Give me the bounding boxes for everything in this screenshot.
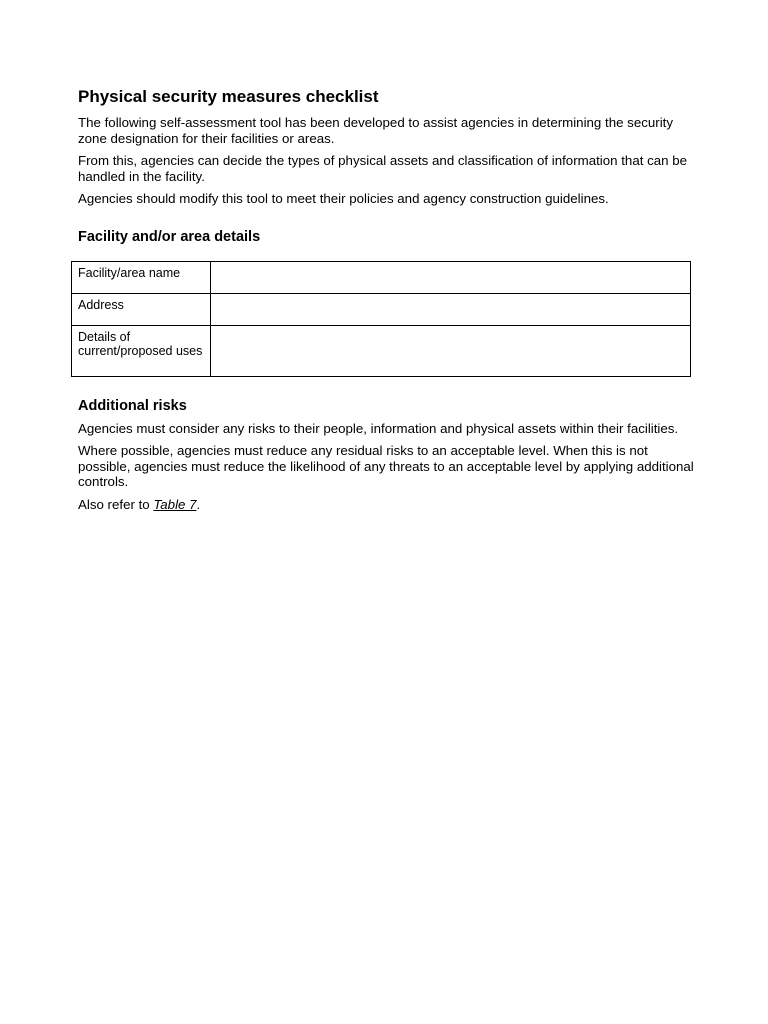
risks-paragraph-1: Agencies must consider any risks to their people, information and physical assets within their facilities. xyxy=(78,420,679,436)
uses-label: Details of current/proposed uses xyxy=(72,325,211,376)
page-title: Physical security measures checklist xyxy=(78,87,379,106)
intro-paragraph-2: From this, agencies can decide the types of physical assets and classification of information that can be handled in the facility. xyxy=(78,153,688,184)
table-row xyxy=(72,261,691,293)
facility-heading: Facility and/or area details xyxy=(78,228,261,245)
address-value[interactable] xyxy=(211,293,691,325)
intro-paragraph-1: The following self-assessment tool has been developed to assist agencies in determining the security zone designation for their facilities or areas. xyxy=(78,115,673,146)
table-row xyxy=(72,325,691,376)
refer-suffix: . xyxy=(196,496,201,512)
risks-heading: Additional risks xyxy=(78,397,187,414)
refer-paragraph xyxy=(78,497,698,513)
table-7-link[interactable]: Table 7 xyxy=(153,496,197,512)
facility-name-label: Facility/area name xyxy=(72,261,211,293)
risks-paragraph-2: Where possible, agencies must reduce any residual risks to an acceptable level. When this is not possible, agencies must reduce the likelihood of any threats to an acceptable level by applying additional controls. xyxy=(78,443,694,489)
address-label: Address xyxy=(72,293,211,325)
table-row xyxy=(72,293,691,325)
refer-prefix: Also refer to xyxy=(78,496,154,512)
facility-details-table xyxy=(71,261,691,377)
intro-paragraph-3: Agencies should modify this tool to meet their policies and agency construction guidelines. xyxy=(78,191,609,206)
uses-value[interactable] xyxy=(211,325,691,376)
facility-name-value[interactable] xyxy=(211,261,691,293)
document-content xyxy=(78,86,698,519)
